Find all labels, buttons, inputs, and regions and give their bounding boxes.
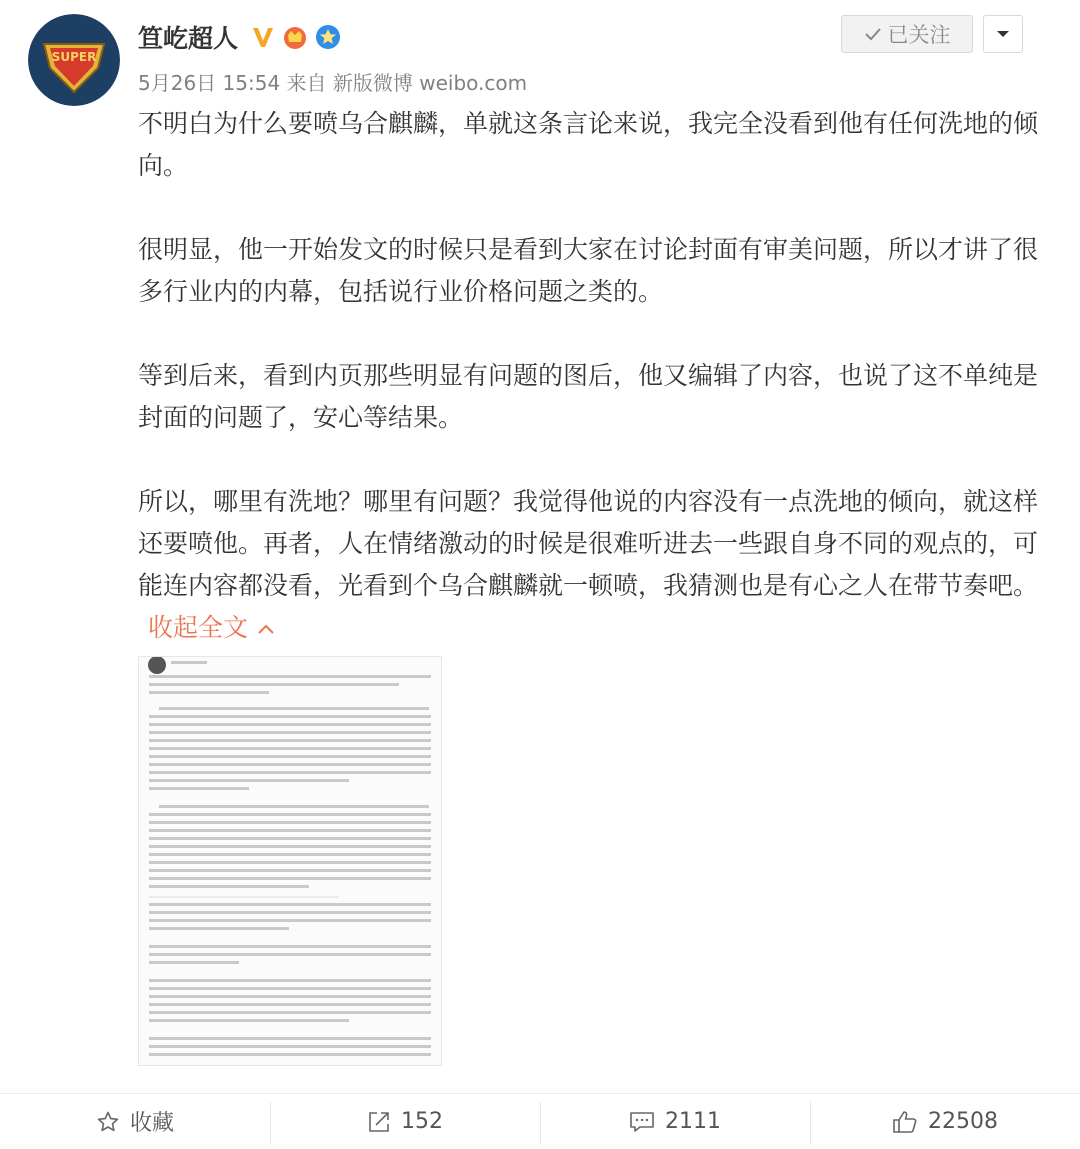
post-paragraph: 不明白为什么要喷乌合麒麟，单就这条言论来说，我完全没看到他有任何洗地的倾向。	[138, 109, 1039, 180]
blue-star-badge-icon[interactable]	[314, 23, 342, 55]
post-paragraph: 等到后来，看到内页那些明显有问题的图后，他又编辑了内容，也说了这不单纯是封面的问题了，安心等结果。	[138, 361, 1039, 432]
svg-text:SUPER: SUPER	[51, 50, 97, 64]
comment-count: 2111	[665, 1109, 721, 1134]
text-screenshot-image	[139, 657, 442, 1066]
user-badges	[250, 24, 342, 54]
action-bar	[0, 1093, 1080, 1149]
repost-icon	[367, 1110, 391, 1134]
post-paragraph: 很明显，他一开始发文的时候只是看到大家在讨论封面有审美问题，所以才讲了很多行业内的内幕，包括说行业价格问题之类的。	[138, 235, 1039, 306]
post-paragraph: 所以，哪里有洗地？哪里有问题？我觉得他说的内容没有一点洗地的倾向，就这样还要喷他。再者，人在情绪激动的时候是很难听进去一些跟自身不同的观点的，可能连内容都没看，光看到个乌合麒麟就一顿喷，我猜测也是有心之人在带节奏吧。	[138, 487, 1039, 600]
post-content	[138, 103, 1048, 649]
verified-v-icon[interactable]	[250, 24, 276, 54]
chevron-up-icon	[258, 624, 274, 634]
follow-button[interactable]	[841, 15, 973, 53]
source-prefix: 来自	[286, 71, 327, 95]
comment-icon	[629, 1110, 655, 1134]
collapse-label: 收起全文	[148, 613, 249, 642]
attached-image[interactable]	[138, 656, 442, 1066]
like-button[interactable]	[810, 1094, 1080, 1149]
checkmark-icon	[864, 26, 882, 42]
follow-label: 已关注	[887, 23, 951, 47]
crown-badge-icon[interactable]	[280, 24, 310, 54]
post-source[interactable]: 新版微博 weibo.com	[332, 71, 528, 95]
repost-button[interactable]	[270, 1094, 540, 1149]
star-icon	[96, 1110, 120, 1134]
chevron-down-icon	[996, 29, 1010, 39]
post-timestamp[interactable]: 5月26日 15:54	[138, 71, 281, 95]
user-name[interactable]: 笪屹超人	[138, 24, 239, 53]
collapse-button[interactable]	[148, 613, 274, 642]
thumbs-up-icon	[892, 1110, 918, 1134]
post-meta	[138, 68, 527, 98]
avatar[interactable]	[28, 14, 120, 106]
favorite-button[interactable]	[0, 1094, 270, 1149]
comment-button[interactable]	[540, 1094, 810, 1149]
repost-count: 152	[401, 1109, 443, 1134]
more-menu-button[interactable]	[983, 15, 1023, 53]
favorite-label: 收藏	[129, 1111, 174, 1136]
like-count: 22508	[928, 1109, 998, 1134]
post-paragraph-last	[138, 481, 1048, 649]
